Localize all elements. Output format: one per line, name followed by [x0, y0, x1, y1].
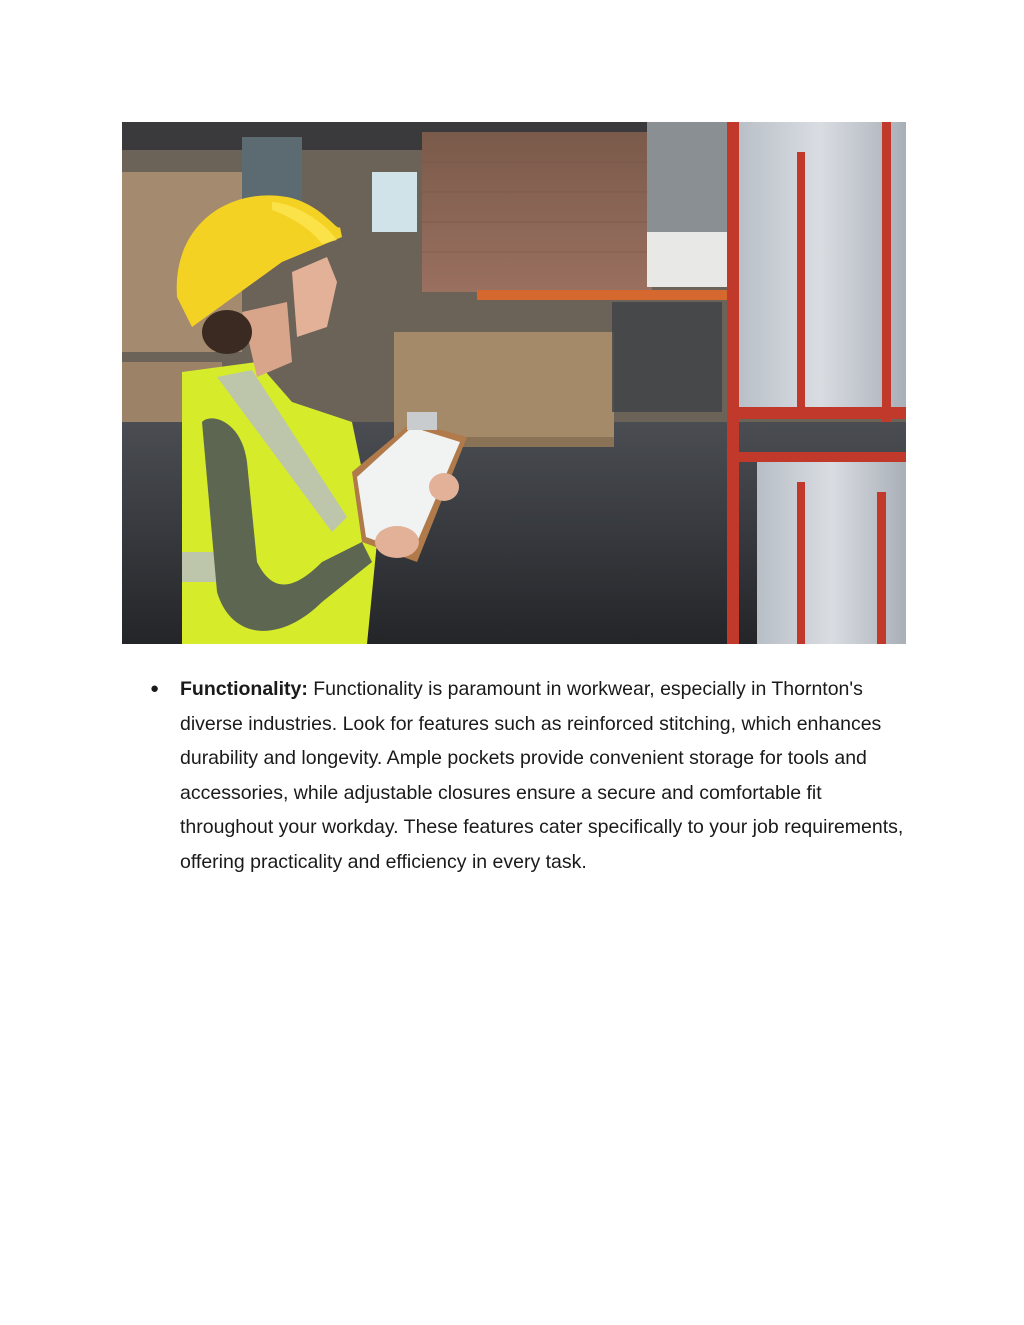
warehouse-photo — [122, 122, 906, 644]
bullet-term: Functionality: — [180, 678, 308, 700]
bullet-list — [150, 672, 910, 880]
list-item — [150, 672, 910, 880]
bullet-marker: ● — [150, 680, 160, 697]
bullet-text: Functionality is paramount in workwear, especially in Thornton's diverse industries. Look for features such as reinforced stitching, which enhances durability and longevity. Ample pockets provide convenient storage for tools and accessories, while adjustable closures ensure a secure and comfortable fit throughout your workday. These features cater specifically to your job requirements, offering practicality and efficiency in every task. — [180, 678, 904, 873]
